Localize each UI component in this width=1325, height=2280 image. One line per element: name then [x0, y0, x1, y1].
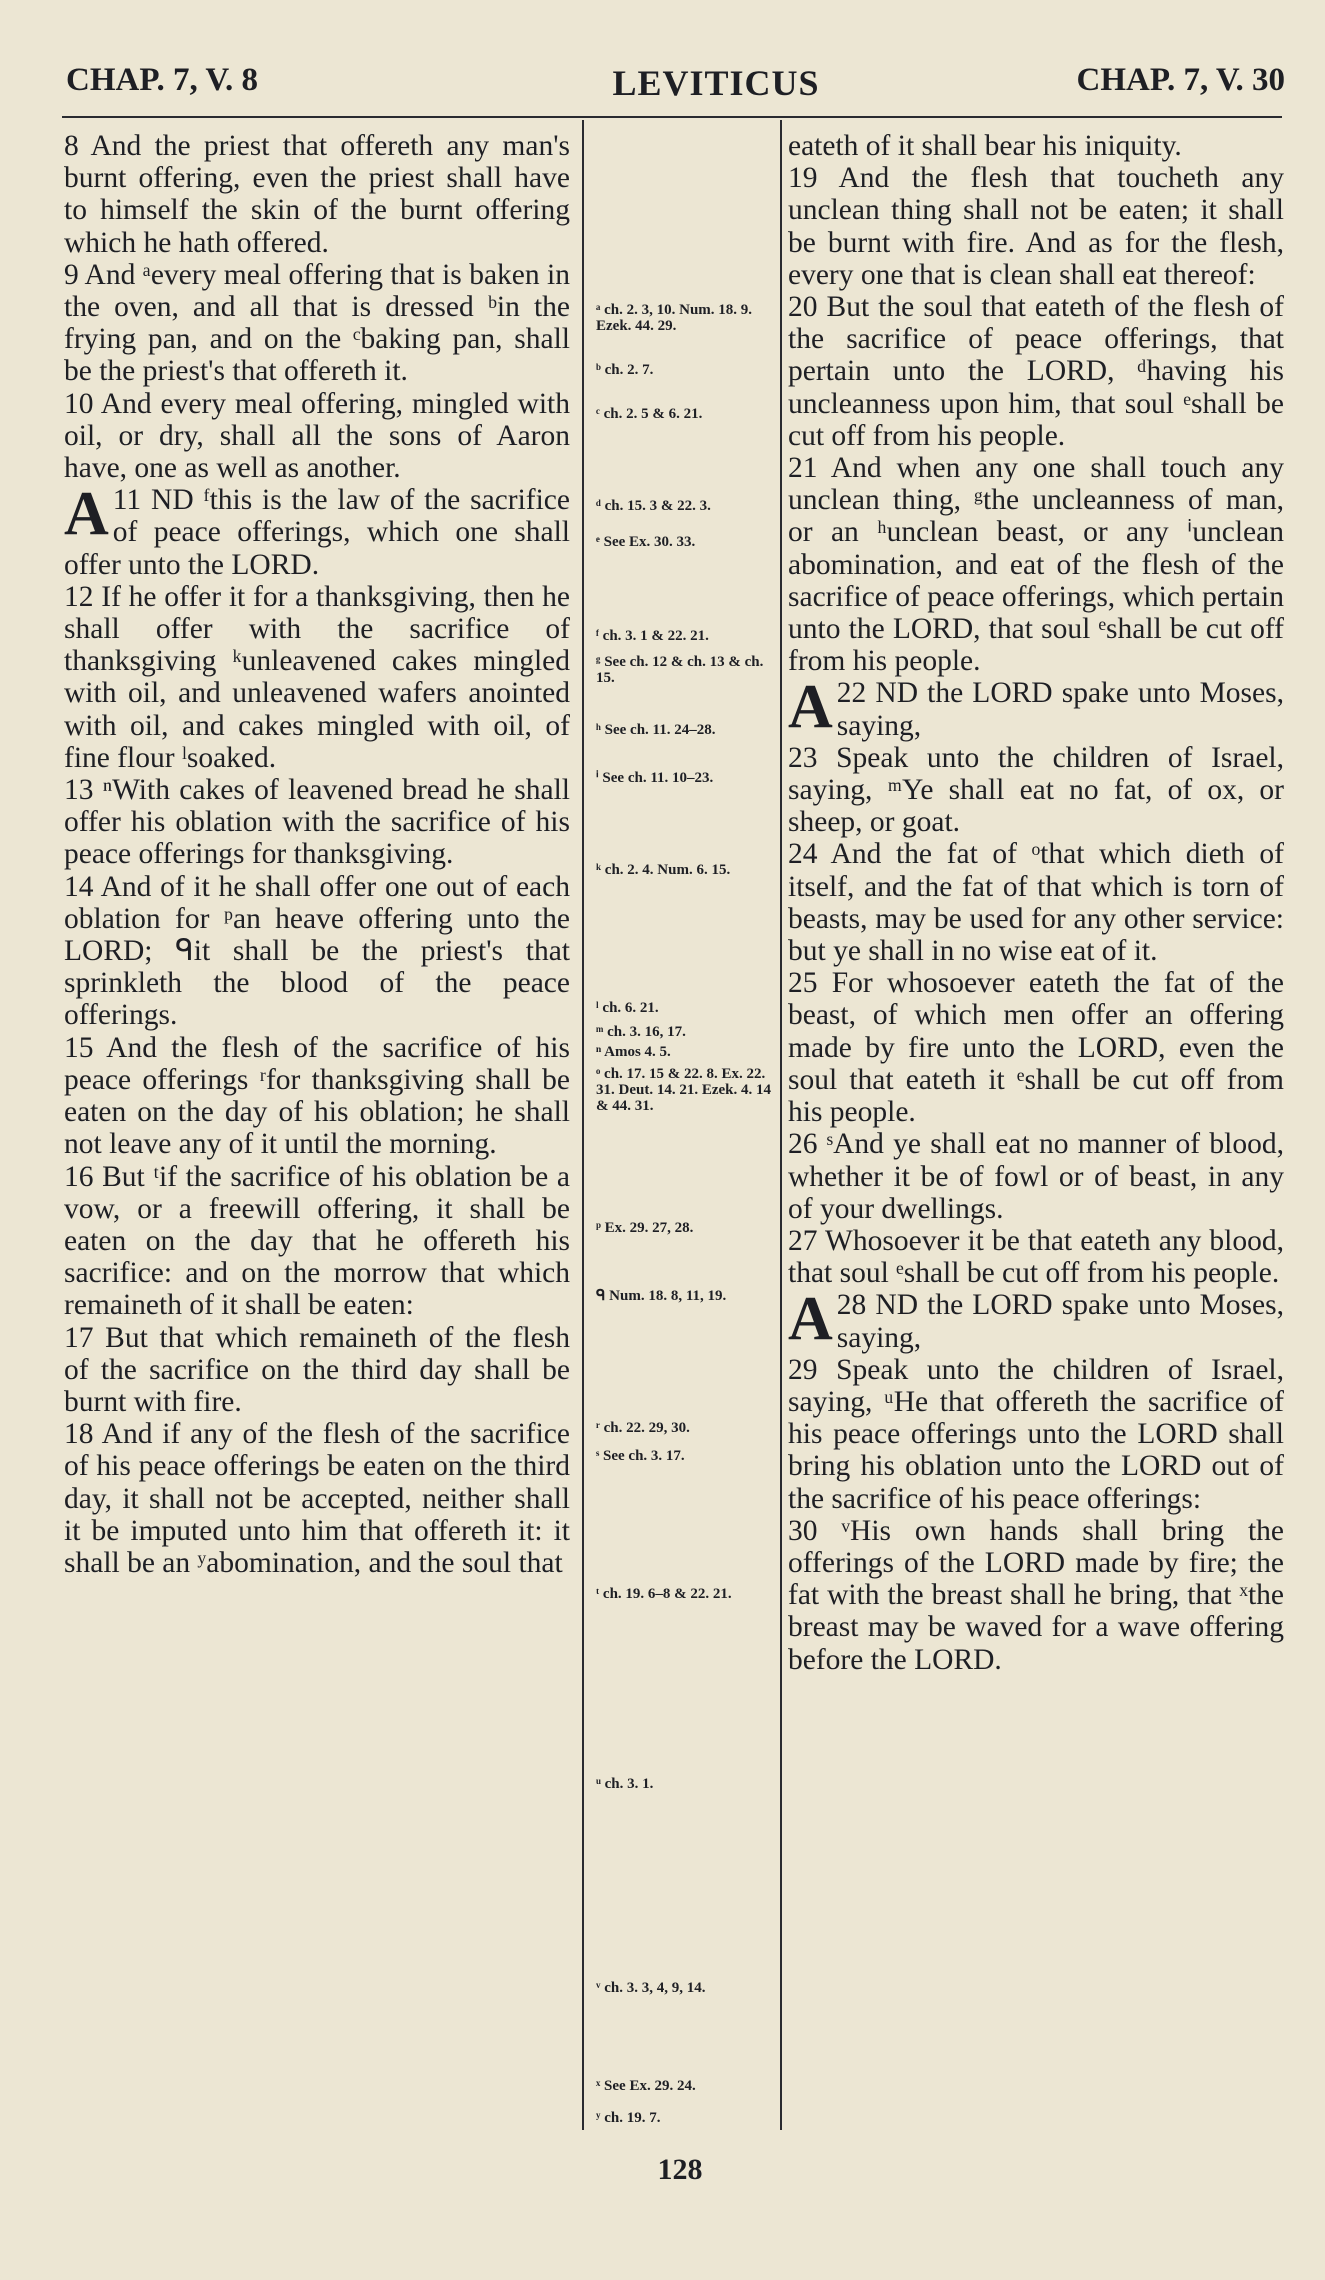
- cross-reference: ᵖ Ex. 29. 27, 28.: [596, 1220, 694, 1236]
- cross-reference: ʳ ch. 22. 29, 30.: [596, 1420, 690, 1436]
- verse: A 11 ND ᶠthis is the law of the sacrifice of peace offerings, which one shall offer unto the LORD.: [64, 480, 570, 581]
- cross-reference: ᵏ ch. 2. 4. Num. 6. 15.: [596, 862, 731, 878]
- cross-reference: ᵉ See Ex. 30. 33.: [596, 534, 696, 550]
- cross-reference: ᶜ ch. 2. 5 & 6. 21.: [596, 406, 703, 422]
- verse: 20 But the soul that eateth of the flesh of the sacrifice of peace offerings, that pertain unto the LORD, ᵈhaving his uncleanness upon him, that soul ᵉshall be cut off from his people.: [788, 291, 1284, 452]
- verse: 23 Speak unto the children of Israel, saying, ᵐYe shall eat no fat, of ox, or sheep, or goat.: [788, 741, 1284, 839]
- cross-reference: ᵒ ch. 17. 15 & 22. 8. Ex. 22. 31. Deut. 14. 21. Ezek. 4. 14 & 44. 31.: [596, 1066, 771, 1114]
- verse: 18 And if any of the flesh of the sacrifice of his peace offerings be eaten on the third day, it shall not be accepted, neither shall it be imputed unto him that offereth it: it shall be an ʸabomination, and the soul that: [64, 1418, 570, 1579]
- verse: 12 If he offer it for a thanksgiving, then he shall offer with the sacrifice of thanksgiving ᵏunleavened cakes mingled with oil, and unleavened wafers anointed with oil, and cakes mingled with oil, of fine flour ˡsoaked.: [64, 580, 570, 774]
- cross-reference: ᵍ See ch. 12 & ch. 13 & ch. 15.: [596, 654, 764, 686]
- page-number: 128: [657, 2153, 703, 2186]
- verse: A 22 ND the LORD spake unto Moses, saying,: [788, 673, 1284, 742]
- cross-reference: ʰ See ch. 11. 24–28.: [596, 722, 716, 738]
- verse: 27 Whosoever it be that eateth any blood, that soul ᵉshall be cut off from his people.: [788, 1224, 1284, 1290]
- header-right: CHAP. 7, V. 30: [1076, 62, 1285, 98]
- verse: 10 And every meal offering, mingled with oil, or dry, shall all the sons of Aaron have, one as well as another.: [64, 387, 570, 485]
- verse: 17 But that which remaineth of the flesh of the sacrifice on the third day shall be burnt with fire.: [64, 1321, 570, 1418]
- header-book-title: LEVITICUS: [612, 63, 820, 103]
- verse: 15 And the flesh of the sacrifice of his peace offerings ʳfor thanksgiving shall be eaten on the day of his oblation; he shall not leave any of it until the morning.: [64, 1031, 570, 1161]
- verse: 13 ⁿWith cakes of leavened bread he shall offer his oblation with the sacrifice of his peace offerings for thanksgiving.: [64, 774, 570, 871]
- verse: 24 And the fat of ᵒthat which dieth of itself, and the fat of that which is torn of beasts, may be used for any other service: but ye shall in no wise eat of it.: [788, 838, 1284, 968]
- cross-reference: ᵃ ch. 2. 3, 10. Num. 18. 9. Ezek. 44. 29.: [596, 302, 753, 334]
- cross-reference: ˣ See Ex. 29. 24.: [596, 2078, 696, 2094]
- cross-references-column: [596, 130, 784, 2130]
- cross-reference: ᵗ ch. 19. 6–8 & 22. 21.: [596, 1586, 732, 1602]
- cross-reference: ᵛ ch. 3. 3, 4, 9, 14.: [596, 1980, 706, 1996]
- text-column-left: [64, 130, 570, 1579]
- cross-reference: ᵘ ch. 3. 1.: [596, 1776, 654, 1792]
- verse: 25 For whosoever eateth the fat of the beast, of which men offer an offering made by fire unto the LORD, even the soul that eateth it ᵉshall be cut off from his people.: [788, 967, 1284, 1129]
- cross-reference: ᵈ ch. 15. 3 & 22. 3.: [596, 498, 711, 514]
- cross-reference: ˢ See ch. 3. 17.: [596, 1448, 685, 1464]
- verse: 21 And when any one shall touch any unclean thing, ᵍthe uncleanness of man, or an ʰunclean beast, or any ⁱunclean abomination, and eat of the flesh of the sacrifice of peace offerings, which pertain unto the LORD, that soul ᵉshall be cut off from his people.: [788, 452, 1284, 678]
- cross-reference: ˡ ch. 6. 21.: [596, 1000, 659, 1016]
- verse: 29 Speak unto the children of Israel, saying, ᵘHe that offereth the sacrifice of his peace offerings unto the LORD shall bring his oblation unto the LORD out of the sacrifice of his peace offerings:: [788, 1353, 1284, 1515]
- drop-cap: A: [64, 480, 109, 549]
- verse: 26 ˢAnd ye shall eat no manner of blood, whether it be of fowl or of beast, in any of your dwellings.: [788, 1128, 1284, 1225]
- verse: eateth of it shall bear his iniquity.: [788, 130, 1182, 162]
- verse: 16 But ᵗif the sacrifice of his oblation be a vow, or a freewill offering, it shall be eaten on the day that he offereth his sacrifice: and on the morrow that which remaineth of it shall be eaten:: [64, 1160, 570, 1322]
- cross-reference: ᵇ ch. 2. 7.: [596, 362, 654, 378]
- column-divider-left: [582, 120, 584, 2130]
- cross-reference: ⁱ See ch. 11. 10–23.: [596, 770, 714, 786]
- verse: 30 ᵛHis own hands shall bring the offerings of the LORD made by fire; the fat with the breast shall he bring, that ˣthe breast may be waved for a wave offering before the LORD.: [788, 1514, 1284, 1676]
- text-column-right: [788, 130, 1284, 1676]
- running-header: [66, 62, 1285, 116]
- verse: 9 And ᵃevery meal offering that is baken in the oven, and all that is dressed ᵇin the frying pan, and on the ᶜbaking pan, shall be the priest's that offereth it.: [64, 258, 570, 388]
- cross-reference: ᶠ ch. 3. 1 & 22. 21.: [596, 628, 709, 644]
- drop-cap: A: [788, 673, 833, 742]
- cross-reference: ᵐ ch. 3. 16, 17.: [596, 1024, 686, 1040]
- verse: 14 And of it he shall offer one out of each oblation for ᵖan heave offering unto the LORD; ᑫit shall be the priest's that sprinkleth the blood of the peace offerings.: [64, 870, 570, 1032]
- drop-cap: A: [788, 1285, 833, 1354]
- cross-reference: ʸ ch. 19. 7.: [596, 2110, 661, 2126]
- cross-reference: ᑫ Num. 18. 8, 11, 19.: [596, 1288, 727, 1304]
- cross-reference: ⁿ Amos 4. 5.: [596, 1044, 671, 1060]
- header-left: CHAP. 7, V. 8: [66, 62, 258, 98]
- header-rule: [62, 116, 1282, 118]
- verse: A 28 ND the LORD spake unto Moses, saying,: [788, 1285, 1284, 1354]
- verse: 8 And the priest that offereth any man's burnt offering, even the priest shall have to himself the skin of the burnt offering which he hath offered.: [64, 130, 570, 259]
- verse: 19 And the flesh that toucheth any unclean thing shall not be eaten; it shall be burnt with fire. And as for the flesh, every one that is clean shall eat thereof:: [788, 162, 1284, 291]
